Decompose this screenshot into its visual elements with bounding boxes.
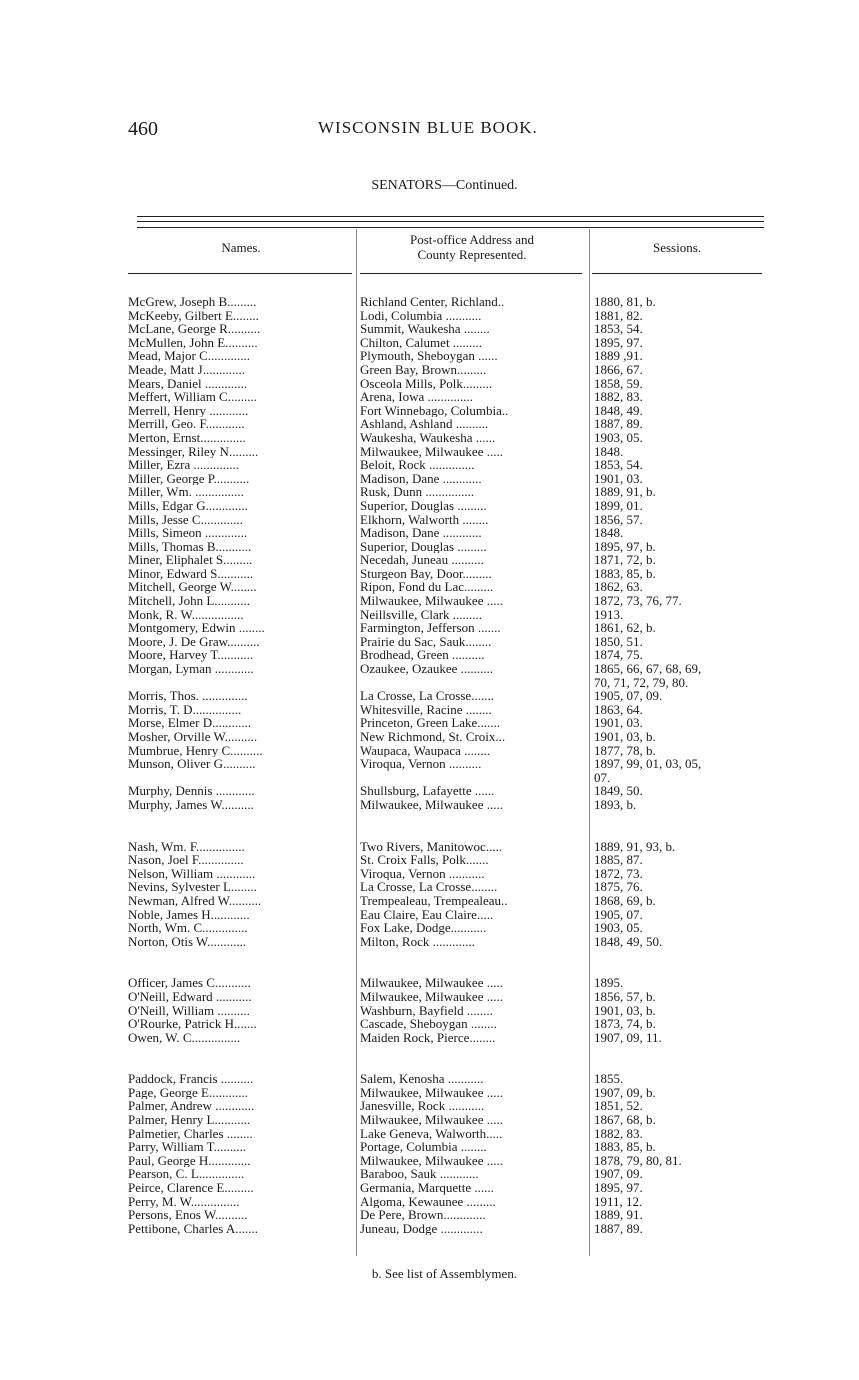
sessions: 1889 ,91. <box>594 348 643 364</box>
table-row <box>0 1072 859 1086</box>
sessions: 1889, 91. <box>594 1207 643 1223</box>
senator-name: Murphy, James W.......... <box>128 797 254 812</box>
table-row <box>0 349 859 363</box>
senator-name: Meade, Matt J............. <box>128 362 245 377</box>
sessions: 1848, 49. <box>594 402 643 418</box>
table-row <box>0 1086 859 1100</box>
senator-name: Mead, Major C............. <box>128 349 251 363</box>
post-office-address: St. Croix Falls, Polk....... <box>360 853 489 867</box>
table-row <box>0 689 859 703</box>
sessions: 1897, 99, 01, 03, 05, <box>594 756 702 772</box>
book-title: WISCONSIN BLUE BOOK. <box>318 118 538 137</box>
table-row <box>0 1017 859 1031</box>
table-row <box>0 336 859 350</box>
table-row <box>0 499 859 513</box>
post-office-address: Superior, Douglas ......... <box>360 498 487 513</box>
sessions: 1903, 05. <box>594 920 643 936</box>
post-office-address: Milwaukee, Milwaukee ..... <box>360 989 503 1004</box>
sessions: 1883, 85, b. <box>594 1139 656 1155</box>
post-office-address: Salem, Kenosha ........... <box>360 1072 484 1086</box>
senator-name: Morgan, Lyman ............ <box>128 662 254 676</box>
sessions: 1853, 54. <box>594 457 643 473</box>
sessions: 1887, 89. <box>594 1220 643 1236</box>
table-row <box>0 798 859 812</box>
post-office-address: Maiden Rock, Pierce........ <box>360 1030 496 1045</box>
sessions: 1907, 09, 11. <box>594 1029 662 1045</box>
column-header-post-office-line2: County Represented. <box>417 247 527 262</box>
sessions: 1889, 91, 93, b. <box>594 838 676 854</box>
senator-name: Parry, William T.......... <box>128 1140 247 1154</box>
senator-name: Paul, George H............. <box>128 1153 251 1168</box>
table-row <box>0 404 859 418</box>
senator-name: Monk, R. W................ <box>128 607 244 622</box>
post-office-address: Waupaca, Waupaca ........ <box>360 743 491 758</box>
sessions: 1901, 03. <box>594 470 643 486</box>
table-row <box>0 784 859 798</box>
post-office-address: Prairie du Sac, Sauk........ <box>360 634 492 649</box>
column-header-post-office-line1: Post-office Address and <box>410 232 534 247</box>
sessions: 1871, 72, b. <box>594 552 656 568</box>
sessions: 1881, 82. <box>594 307 643 323</box>
table-row <box>0 853 859 867</box>
sessions: 1913. <box>594 606 624 622</box>
senator-name: Mills, Edgar G............. <box>128 498 248 513</box>
sessions: 1848. <box>594 443 624 459</box>
sessions: 1873, 74, b. <box>594 1016 656 1032</box>
senator-name: Montgomery, Edwin ........ <box>128 621 265 635</box>
top-rule <box>137 216 764 217</box>
sessions: 1901, 03, b. <box>594 729 656 744</box>
senator-name: Perry, M. W............... <box>128 1194 240 1209</box>
post-office-address: Trempealeau, Trempealeau.. <box>360 893 508 908</box>
sessions: 1895, 97. <box>594 334 643 350</box>
senator-name: Mosher, Orville W.......... <box>128 730 258 744</box>
post-office-address: Farmington, Jefferson ....... <box>360 621 501 635</box>
table-row <box>0 1222 859 1236</box>
table-row <box>0 1208 859 1222</box>
sessions: 1893, b. <box>594 796 637 812</box>
post-office-address: Chilton, Calumet ......... <box>360 335 483 350</box>
table-row <box>0 1099 859 1113</box>
senator-name: Mills, Simeon ............. <box>128 526 248 540</box>
table-row <box>0 1195 859 1209</box>
post-office-address: New Richmond, St. Croix... <box>360 730 506 744</box>
post-office-address: Cascade, Sheboygan ........ <box>360 1017 497 1031</box>
senator-name: Merrill, Geo. F............ <box>128 417 245 431</box>
table-row <box>0 594 859 608</box>
post-office-address: Lodi, Columbia ........... <box>360 308 482 323</box>
table-row <box>0 322 859 336</box>
post-office-address: Milwaukee, Milwaukee ..... <box>360 797 503 812</box>
table-row <box>0 445 859 459</box>
table-row <box>0 608 859 622</box>
post-office-address: Fox Lake, Dodge........... <box>360 921 487 935</box>
section-title: SENATORS—Continued. <box>371 178 518 193</box>
senator-name: Morris, T. D............... <box>128 702 242 717</box>
senator-name: McLane, George R.......... <box>128 322 261 336</box>
post-office-address: Ashland, Ashland .......... <box>360 417 489 431</box>
post-office-address: Milwaukee, Milwaukee ..... <box>360 594 503 608</box>
sessions: 1907, 09, b. <box>594 1084 656 1100</box>
table-row <box>0 976 859 990</box>
top-rule <box>137 221 764 222</box>
post-office-address: Milwaukee, Milwaukee ..... <box>360 976 503 990</box>
post-office-address: Milton, Rock ............. <box>360 934 475 949</box>
post-office-address: Milwaukee, Milwaukee ..... <box>360 1085 503 1100</box>
senator-name: McKeeby, Gilbert E........ <box>128 308 259 323</box>
sessions: 1882, 83. <box>594 389 643 405</box>
post-office-address: Two Rivers, Manitowoc..... <box>360 839 503 854</box>
table-row <box>0 553 859 567</box>
sessions: 1867, 68, b. <box>594 1112 656 1128</box>
post-office-address: Waukesha, Waukesha ...... <box>360 430 496 445</box>
senator-name: Officer, James C........... <box>128 976 251 990</box>
header-rule <box>128 273 352 274</box>
sessions: 1911, 12. <box>594 1193 643 1209</box>
table-row <box>0 921 859 935</box>
senator-name: Norton, Otis W............ <box>128 934 247 949</box>
post-office-address: Madison, Dane ............ <box>360 526 482 540</box>
senator-name: North, Wm. C.............. <box>128 921 248 935</box>
post-office-address: La Crosse, La Crosse....... <box>360 689 494 703</box>
table-row <box>0 1181 859 1195</box>
table-row <box>0 894 859 908</box>
post-office-address: Necedah, Juneau .......... <box>360 553 484 567</box>
post-office-address: Portage, Columbia ........ <box>360 1140 487 1154</box>
sessions: 1885, 87. <box>594 852 643 868</box>
group-spacer <box>0 1044 859 1072</box>
post-office-address: Superior, Douglas ......... <box>360 539 487 554</box>
post-office-address: Summit, Waukesha ........ <box>360 322 490 336</box>
sessions: 1868, 69, b. <box>594 892 656 908</box>
post-office-address: Richland Center, Richland.. <box>360 295 505 309</box>
senator-name: Paddock, Francis .......... <box>128 1072 254 1086</box>
sessions: 1849, 50. <box>594 783 643 799</box>
table-row <box>0 662 859 676</box>
senator-name: O'Rourke, Patrick H....... <box>128 1017 257 1031</box>
table-row <box>0 390 859 404</box>
senator-name: Mears, Daniel ............. <box>128 376 248 391</box>
sessions: 1903, 05. <box>594 429 643 445</box>
header-rule <box>592 273 762 274</box>
header-rule <box>360 273 582 274</box>
table-row <box>0 880 859 894</box>
sessions: 1850, 51. <box>594 633 643 649</box>
senator-name: Owen, W. C............... <box>128 1030 241 1045</box>
post-office-address: Beloit, Rock .............. <box>360 458 475 472</box>
senator-name: O'Neill, William .......... <box>128 1003 250 1018</box>
post-office-address: Eau Claire, Eau Claire..... <box>360 907 494 922</box>
sessions: 1877, 78, b. <box>594 742 656 758</box>
table-row <box>0 1113 859 1127</box>
senator-name: Mills, Thomas B........... <box>128 539 252 554</box>
table-row <box>0 716 859 730</box>
table-row <box>0 1031 859 1045</box>
senator-name: Moore, Harvey T........... <box>128 648 254 663</box>
senator-name: Pettibone, Charles A....... <box>128 1221 258 1236</box>
senators-table <box>0 295 859 1235</box>
sessions: 1878, 79, 80, 81. <box>594 1152 682 1168</box>
senator-name: Miner, Eliphalet S......... <box>128 553 253 567</box>
sessions: 1889, 91, b. <box>594 484 656 500</box>
column-header-sessions: Sessions. <box>652 240 702 255</box>
table-row <box>0 526 859 540</box>
post-office-address: Milwaukee, Milwaukee ..... <box>360 1153 503 1168</box>
group-spacer <box>0 948 859 976</box>
post-office-address: Milwaukee, Milwaukee ..... <box>360 444 503 459</box>
post-office-address: Janesville, Rock ........... <box>360 1099 485 1114</box>
post-office-address: Plymouth, Sheboygan ...... <box>360 349 498 363</box>
sessions: 1895, 97, b. <box>594 538 656 554</box>
table-row <box>0 472 859 486</box>
post-office-address: Algoma, Kewaunee ......... <box>360 1194 496 1209</box>
senator-name: Merrell, Henry ............ <box>128 403 249 418</box>
table-row <box>0 730 859 744</box>
post-office-address: Neillsville, Clark ......... <box>360 607 483 622</box>
senator-name: Morse, Elmer D............ <box>128 716 252 730</box>
senator-name: Messinger, Riley N......... <box>128 444 259 459</box>
table-row <box>0 417 859 431</box>
senator-name: Palmer, Henry L........... <box>128 1113 251 1127</box>
post-office-address: Germania, Marquette ...... <box>360 1181 494 1195</box>
senator-name: Miller, Wm. ............... <box>128 485 244 499</box>
post-office-address: Viroqua, Vernon ........... <box>360 866 485 881</box>
table-row <box>0 567 859 581</box>
table-row <box>0 648 859 662</box>
post-office-address: Rusk, Dunn ............... <box>360 485 475 499</box>
table-row <box>0 295 859 309</box>
sessions: 1862, 63. <box>594 579 643 595</box>
senator-name: Murphy, Dennis ............ <box>128 784 255 798</box>
post-office-address: Ozaukee, Ozaukee .......... <box>360 662 494 676</box>
table-row <box>0 431 859 445</box>
post-office-address: Elkhorn, Walworth ........ <box>360 512 489 527</box>
table-row <box>0 1004 859 1018</box>
senator-name: Mumbrue, Henry C.......... <box>128 743 263 758</box>
table-row <box>0 990 859 1004</box>
sessions: 1848. <box>594 525 624 541</box>
sessions: 1882, 83. <box>594 1125 643 1141</box>
table-row <box>0 485 859 499</box>
senator-name: Morris, Thos. .............. <box>128 689 248 703</box>
post-office-address: Shullsburg, Lafayette ...... <box>360 784 495 798</box>
sessions: 1865, 66, 67, 68, 69, <box>594 661 702 677</box>
sessions: 1858, 59. <box>594 375 643 391</box>
senator-name: Pearson, C. L.............. <box>128 1167 245 1182</box>
table-row <box>0 458 859 472</box>
senator-name: Mills, Jesse C............. <box>128 512 243 527</box>
footnote: b. See list of Assemblymen. <box>371 1266 518 1281</box>
sessions: 1863, 64. <box>594 701 643 717</box>
table-row <box>0 744 859 758</box>
group-spacer <box>0 812 859 840</box>
post-office-address: Madison, Dane ............ <box>360 471 482 486</box>
table-row <box>0 377 859 391</box>
post-office-address: Green Bay, Brown......... <box>360 362 487 377</box>
senator-name: Nash, Wm. F............... <box>128 839 245 854</box>
post-office-address: Lake Geneva, Walworth..... <box>360 1126 503 1141</box>
senator-name: Mitchell, John L........... <box>128 594 251 608</box>
senator-name: Page, George E............ <box>128 1085 248 1100</box>
sessions: 1880, 81, b. <box>594 294 656 309</box>
post-office-address: Osceola Mills, Polk......... <box>360 376 493 391</box>
sessions: 1907, 09. <box>594 1166 643 1182</box>
sessions: 1861, 62, b. <box>594 620 656 636</box>
table-row <box>0 540 859 554</box>
senator-name: O'Neill, Edward ........... <box>128 989 252 1004</box>
sessions: 1901, 03, b. <box>594 1002 656 1018</box>
post-office-address: Whitesville, Racine ........ <box>360 702 492 717</box>
table-row <box>0 771 859 785</box>
senator-name: Noble, James H............ <box>128 907 250 922</box>
sessions: 1851, 52. <box>594 1098 643 1114</box>
senator-name: Miller, George P........... <box>128 471 250 486</box>
senator-name: Palmer, Andrew ............ <box>128 1099 255 1114</box>
sessions: 1901, 03. <box>594 715 643 731</box>
senator-name: Mitchell, George W........ <box>128 580 257 595</box>
table-row <box>0 1154 859 1168</box>
senator-name: Nevins, Sylvester L........ <box>128 880 257 894</box>
post-office-address: Arena, Iowa .............. <box>360 390 473 404</box>
senator-name: Moore, J. De Graw.......... <box>128 634 260 649</box>
senator-name: Persons, Enos W.......... <box>128 1208 248 1222</box>
sessions: 1883, 85, b. <box>594 565 656 581</box>
table-row <box>0 935 859 949</box>
senator-name: McGrew, Joseph B......... <box>128 295 257 309</box>
senator-name: Minor, Edward S........... <box>128 566 254 581</box>
senator-name: Palmetier, Charles ........ <box>128 1126 253 1141</box>
sessions: 1874, 75. <box>594 647 643 663</box>
sessions: 1856, 57, b. <box>594 988 656 1004</box>
column-header-names: Names. <box>221 240 261 255</box>
table-row <box>0 580 859 594</box>
post-office-address: Baraboo, Sauk ............ <box>360 1167 479 1182</box>
post-office-address: Sturgeon Bay, Door......... <box>360 566 492 581</box>
senator-name: McMullen, John E.......... <box>128 335 258 350</box>
post-office-address: Fort Winnebago, Columbia.. <box>360 403 509 418</box>
senator-name: Meffert, William C......... <box>128 390 257 404</box>
sessions: 1855. <box>594 1071 624 1087</box>
post-office-address: Ripon, Fond du Lac......... <box>360 580 494 595</box>
table-row <box>0 513 859 527</box>
table-row <box>0 309 859 323</box>
sessions: 07. <box>594 769 611 785</box>
table-row <box>0 908 859 922</box>
sessions: 1872, 73. <box>594 865 643 881</box>
sessions: 1905, 07. <box>594 906 643 922</box>
sessions: 1895, 97. <box>594 1180 643 1196</box>
sessions: 1887, 89. <box>594 416 643 432</box>
senator-name: Peirce, Clarence E......... <box>128 1181 254 1195</box>
senator-name: Munson, Oliver G.......... <box>128 757 256 771</box>
post-office-address: Viroqua, Vernon .......... <box>360 757 482 771</box>
senator-name: Nelson, William ............ <box>128 866 256 881</box>
senator-name: Miller, Ezra .............. <box>128 458 240 472</box>
table-row <box>0 757 859 771</box>
sessions: 70, 71, 72, 79, 80. <box>594 674 689 690</box>
post-office-address: Washburn, Bayfield ........ <box>360 1003 493 1018</box>
table-row <box>0 676 859 690</box>
senator-name: Nason, Joel F.............. <box>128 853 244 867</box>
table-row <box>0 840 859 854</box>
table-row <box>0 1127 859 1141</box>
sessions: 1853, 54. <box>594 321 643 337</box>
table-row <box>0 867 859 881</box>
senator-name: Merton, Ernst.............. <box>128 430 246 445</box>
sessions: 1856, 57. <box>594 511 643 527</box>
post-office-address: Brodhead, Green .......... <box>360 648 485 663</box>
senator-name: Newman, Alfred W.......... <box>128 893 262 908</box>
post-office-address: De Pere, Brown............. <box>360 1208 486 1222</box>
post-office-address: Juneau, Dodge ............. <box>360 1221 483 1236</box>
post-office-address: Milwaukee, Milwaukee ..... <box>360 1113 503 1127</box>
table-row <box>0 635 859 649</box>
table-row <box>0 1167 859 1181</box>
post-office-address: Princeton, Green Lake....... <box>360 716 501 730</box>
sessions: 1848, 49, 50. <box>594 933 663 949</box>
table-row <box>0 1140 859 1154</box>
sessions: 1905, 07, 09. <box>594 688 663 704</box>
sessions: 1875, 76. <box>594 879 643 895</box>
column-header-post-office <box>358 232 586 262</box>
page-number: 460 <box>128 118 158 140</box>
table-row <box>0 703 859 717</box>
sessions: 1899, 01. <box>594 497 643 513</box>
table-row <box>0 363 859 377</box>
sessions: 1866, 67. <box>594 361 643 377</box>
top-rule <box>137 227 764 228</box>
sessions: 1872, 73, 76, 77. <box>594 593 682 609</box>
table-row <box>0 621 859 635</box>
post-office-address: La Crosse, La Crosse........ <box>360 880 498 894</box>
sessions: 1895. <box>594 975 624 991</box>
